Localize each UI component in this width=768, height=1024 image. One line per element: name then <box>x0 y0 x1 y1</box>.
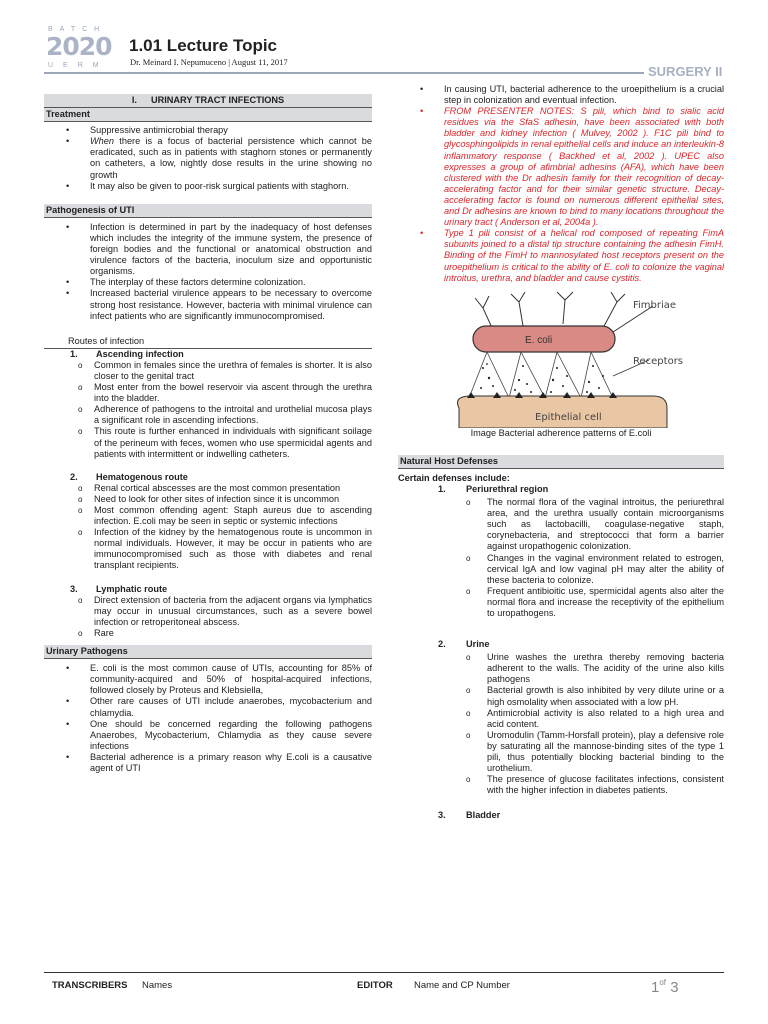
list-item: o Infection of the kidney by the hematogenous route is uncommon in normal individuals. However, it may be occur in patients who are immunocompromised such as those with diabetes and renal transplant recipients. <box>44 527 372 571</box>
right-column <box>398 84 724 822</box>
list-item: • Bacterial adherence is a primary reason why E.coli is a causative agent of UTI <box>44 752 372 774</box>
list-item: • Suppressive antimicrobial therapy <box>44 125 372 136</box>
list-item: • When there is a focus of bacterial persistence which cannot be eradicated, such as in patients with staghorn stones or permanently on catheters, a low, nightly dose results in the urine showing no growth <box>44 136 372 180</box>
left-column <box>44 94 372 774</box>
list-item: o Adherence of pathogens to the introital and urothelial mucosa plays a significant role in ascending infections. <box>44 404 372 426</box>
defenses-heading: Natural Host Defenses <box>398 455 724 469</box>
defense-title-periurethral: 1. Periurethral region <box>438 483 549 494</box>
treatment-heading: Treatment <box>44 108 372 122</box>
logo-batch: BATCH <box>48 26 107 33</box>
list-item: o The normal flora of the vaginal introitus, the periurethral area, and the urethra usually contain microorganisms such as lactobacilli, coagulase-negative staph, corynebacteria, and streptococci that form a barrier against uropathogenic colonization. <box>398 497 724 552</box>
logo-year: 2020 <box>46 32 112 61</box>
logo-school: UERM <box>48 62 109 69</box>
pathogenesis-heading: Pathogenesis of UTI <box>44 204 372 218</box>
defense-title-bladder: 3. Bladder <box>438 810 501 821</box>
pathogens-heading: Urinary Pathogens <box>44 645 372 659</box>
hematogenous-list <box>44 483 372 572</box>
list-item: • One should be concerned regarding the following pathogens Anaerobes, Mycobacterium, Chlamydia as they cause severe infections <box>44 719 372 752</box>
route-title-ascending: 1. Ascending infection <box>70 348 184 359</box>
urine-list <box>398 652 724 796</box>
route-title-lymphatic: 3. Lymphatic route <box>70 583 168 594</box>
list-item: o Direct extension of bacteria from the adjacent organs via lymphatics may occur in unusual circumstances, such as a severe bowel infection or retroperitoneal abscess. <box>44 595 372 628</box>
epithelial-label: Epithelial cell <box>535 411 602 423</box>
pathogenesis-list <box>44 222 372 322</box>
list-item: o Bacterial growth is also inhibited by very dilute urine or a high osmolality when associated with a low pH. <box>398 685 724 707</box>
adherence-list <box>398 84 724 284</box>
list-item: o Urine washes the urethra thereby removing bacteria adherent to the walls. The acidity of the urine also kills pathogens <box>398 652 724 685</box>
list-item: o Uromodulin (Tamm-Horsfall protein), play a defensive role by saturating all the mannose-binding sites of the type 1 pili, thus potentially blocking bacterial binding to the urothelium. <box>398 730 724 774</box>
lecture-title: 1.01 Lecture Topic <box>129 36 278 55</box>
list-item-type1-pili: • Type 1 pili consist of a helical rod composed of repeating FimA subunits joined to a distal tip structure containing the adhesin FimH. Binding of the FimH to mannosylated host receptors present on the uroepithelium is critical to the ability of E. coli to colonize the vaginal introitus, urethra, and bladder and cause cystitis. <box>398 228 724 283</box>
figure-caption: Image Bacterial adherence patterns of E.coli <box>470 427 652 438</box>
list-item: o Renal cortical abscesses are the most common presentation <box>44 483 372 494</box>
pathogens-list <box>44 663 372 774</box>
header-divider <box>44 72 644 74</box>
defense-title-urine: 2. Urine <box>438 639 490 650</box>
ascending-list <box>44 360 372 460</box>
subject-label: SURGERY II <box>648 64 723 79</box>
ecoli-adherence-figure <box>398 288 724 428</box>
list-item: o Most enter from the bowel reservoir via ascent through the urethra into the bladder. <box>44 382 372 404</box>
transcribers-value: Names <box>142 980 173 991</box>
list-item: o Most common offending agent: Staph aureus due to ascending infection. E.coli may be seen in septic or systemic infections <box>44 505 372 527</box>
list-item: • Increased bacterial virulence appears to be necessary to overcome strong host resistance. However, bacteria with minimal virulence can infect patients who are significantly immunocompromised. <box>44 288 372 321</box>
lymphatic-list <box>44 595 372 639</box>
fimbriae-label: Fimbriae <box>633 299 677 311</box>
list-item: o Antimicrobial activity is also related to a high urea and acid content. <box>398 708 724 730</box>
ecoli-adherence-diagram <box>453 288 703 428</box>
list-item: • It may also be given to poor-risk surgical patients with staghorn. <box>44 181 372 192</box>
transcribers-label: TRANSCRIBERS <box>52 980 128 991</box>
treatment-list <box>44 125 372 192</box>
periurethral-list <box>398 497 724 619</box>
list-item: • Infection is determined in part by the inadequacy of host defenses which includes the integrity of the immune system, the presence of foreign bodies and the functional or anatomical obstruction and virulence factors of the bacteria, inoculum size and opportunistic organisms. <box>44 222 372 277</box>
list-item: • Other rare causes of UTI include anaerobes, mycobacterium and chlamydia. <box>44 696 372 718</box>
list-item: o This route is further enhanced in individuals with significant soilage of the perineum with feces, women who use spermicidal agents and patients with intermittent or indwelling catheters. <box>44 426 372 459</box>
page-number: $1^{of}$ 3 <box>651 978 679 996</box>
list-item: o Changes in the vaginal environment related to estrogen, cervical IgA and low vaginal pH may alter the ability of these bacteria to colonize. <box>398 553 724 586</box>
route-title-hematogenous: 2. Hematogenous route <box>70 471 188 482</box>
editor-value: Name and CP Number <box>414 980 510 991</box>
list-item: o Frequent antibioitic use, spermicidal agents also alter the normal flora and increase the receptivity of the epithelium to uropathogens. <box>398 586 724 619</box>
ecoli-label: E. coli <box>525 334 553 346</box>
section-title: URINARY TRACT INFECTIONS <box>150 95 285 105</box>
list-item: • In causing UTI, bacterial adherence to the uroepithelium is a crucial step in colonization and eventual infection. <box>398 84 724 106</box>
section-number: I. <box>131 95 137 105</box>
list-item: • The interplay of these factors determine colonization. <box>44 277 372 288</box>
defenses-intro: Certain defenses include: <box>398 472 510 483</box>
lecture-meta: Dr. Meinard I. Nepumuceno | August 11, 2017 <box>130 57 288 67</box>
list-item: o The presence of glucose facilitates infections, consistent with the higher infection in diabetes patients. <box>398 774 724 796</box>
footer-divider <box>44 972 724 973</box>
list-item: • E. coli is the most common cause of UTIs, accounting for 85% of community-acquired and 50% of hospital-acquired infections, followed closely by Proteus and Klebsiella, <box>44 663 372 696</box>
list-item-presenter-notes: • FROM PRESENTER NOTES: S pili, which bind to sialic acid residues via the SfaS adhesin, have been associated with both bladder and kidney infection ( Mulvey, 2002 ). F1C pili bind to glycosphingolipids in renal epithelial cells and induce an interleukin-8 inflammatory response ( Backhed et al, 2002 ). UPEC also expresses a group of afimbrial adhesins (AFA), which have been clustered with the Dr adhesin family for their recognition of decay-accelerating factor and for their similar genetic structure. Decay-accelerating factor is found on numerous different epithelial sites, and Dr adhesins are known to bind to many locations throughout the urinary tract ( Anderson et al, 2004a ). <box>398 106 724 228</box>
receptors-label: Receptors <box>633 355 684 367</box>
section-heading <box>44 94 372 108</box>
list-item: o Need to look for other sites of infection since it is uncommon <box>44 494 372 505</box>
batch-logo <box>46 26 112 72</box>
list-item: o Common in females since the urethra of females is shorter. It is also closer to the genital tract <box>44 360 372 382</box>
routes-heading: Routes of infection <box>44 336 372 349</box>
editor-label: EDITOR <box>357 980 393 991</box>
list-item: o Rare <box>44 628 372 639</box>
